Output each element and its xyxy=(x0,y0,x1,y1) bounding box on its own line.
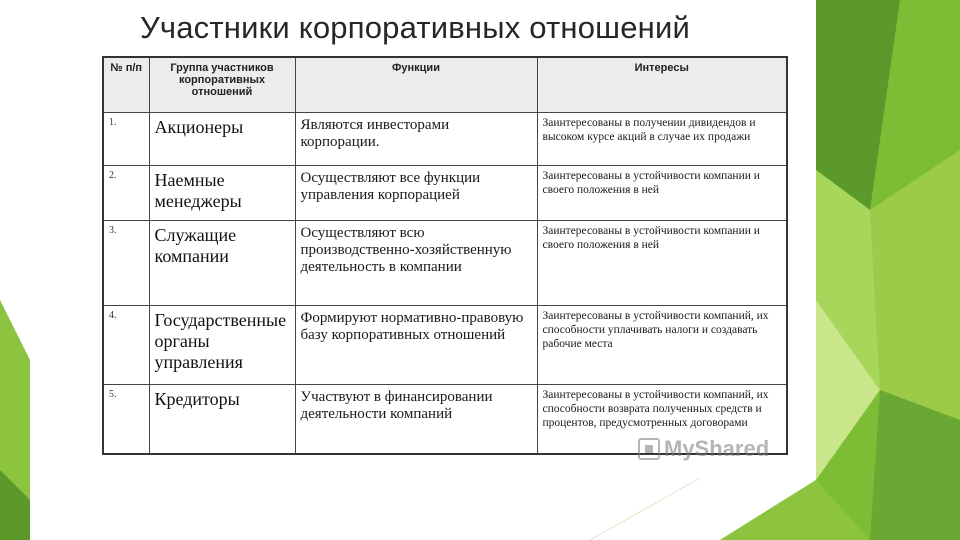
header-functions: Функции xyxy=(295,57,537,113)
header-group: Группа участников корпоративных отношений xyxy=(149,57,295,113)
header-number: № п/п xyxy=(103,57,149,113)
row-interests: Заинтересованы в устойчивости компаний, их способности возврата полученных средств и процентов, предусмотренных договорами xyxy=(537,385,787,455)
participants-table xyxy=(102,56,788,455)
row-interests: Заинтересованы в устойчивости компании и своего положения в ней xyxy=(537,221,787,306)
row-number: 1. xyxy=(103,113,149,166)
row-interests: Заинтересованы в устойчивости компаний, их способности уплачивать налоги и создавать рабочие места xyxy=(537,306,787,385)
watermark xyxy=(638,436,769,462)
row-functions: Осуществляют все функции управления корпорацией xyxy=(295,166,537,221)
watermark-text: MyShared xyxy=(664,436,770,461)
row-number: 5. xyxy=(103,385,149,455)
row-functions: Участвуют в финансировании деятельности компаний xyxy=(295,385,537,455)
page-title: Участники корпоративных отношений xyxy=(140,10,691,45)
row-functions: Осуществляют всю производственно-хозяйственную деятельность в компании xyxy=(295,221,537,306)
row-number: 2. xyxy=(103,166,149,221)
watermark-logo-icon xyxy=(638,438,660,460)
row-group: Государственные органы управления xyxy=(149,306,295,385)
row-functions: Являются инвесторами корпорации. xyxy=(295,113,537,166)
row-number: 4. xyxy=(103,306,149,385)
header-interests: Интересы xyxy=(537,57,787,113)
participants-table-container xyxy=(102,56,788,455)
row-functions: Формируют нормативно-правовую базу корпоративных отношений xyxy=(295,306,537,385)
table-row xyxy=(103,221,787,306)
row-group: Акционеры xyxy=(149,113,295,166)
row-group: Кредиторы xyxy=(149,385,295,455)
row-group: Наемные менеджеры xyxy=(149,166,295,221)
table-row xyxy=(103,306,787,385)
row-interests: Заинтересованы в получении дивидендов и высоком курсе акций в случае их продажи xyxy=(537,113,787,166)
row-number: 3. xyxy=(103,221,149,306)
row-interests: Заинтересованы в устойчивости компании и своего положения в ней xyxy=(537,166,787,221)
table-row xyxy=(103,166,787,221)
table-header-row xyxy=(103,57,787,113)
row-group: Служащие компании xyxy=(149,221,295,306)
table-row xyxy=(103,113,787,166)
